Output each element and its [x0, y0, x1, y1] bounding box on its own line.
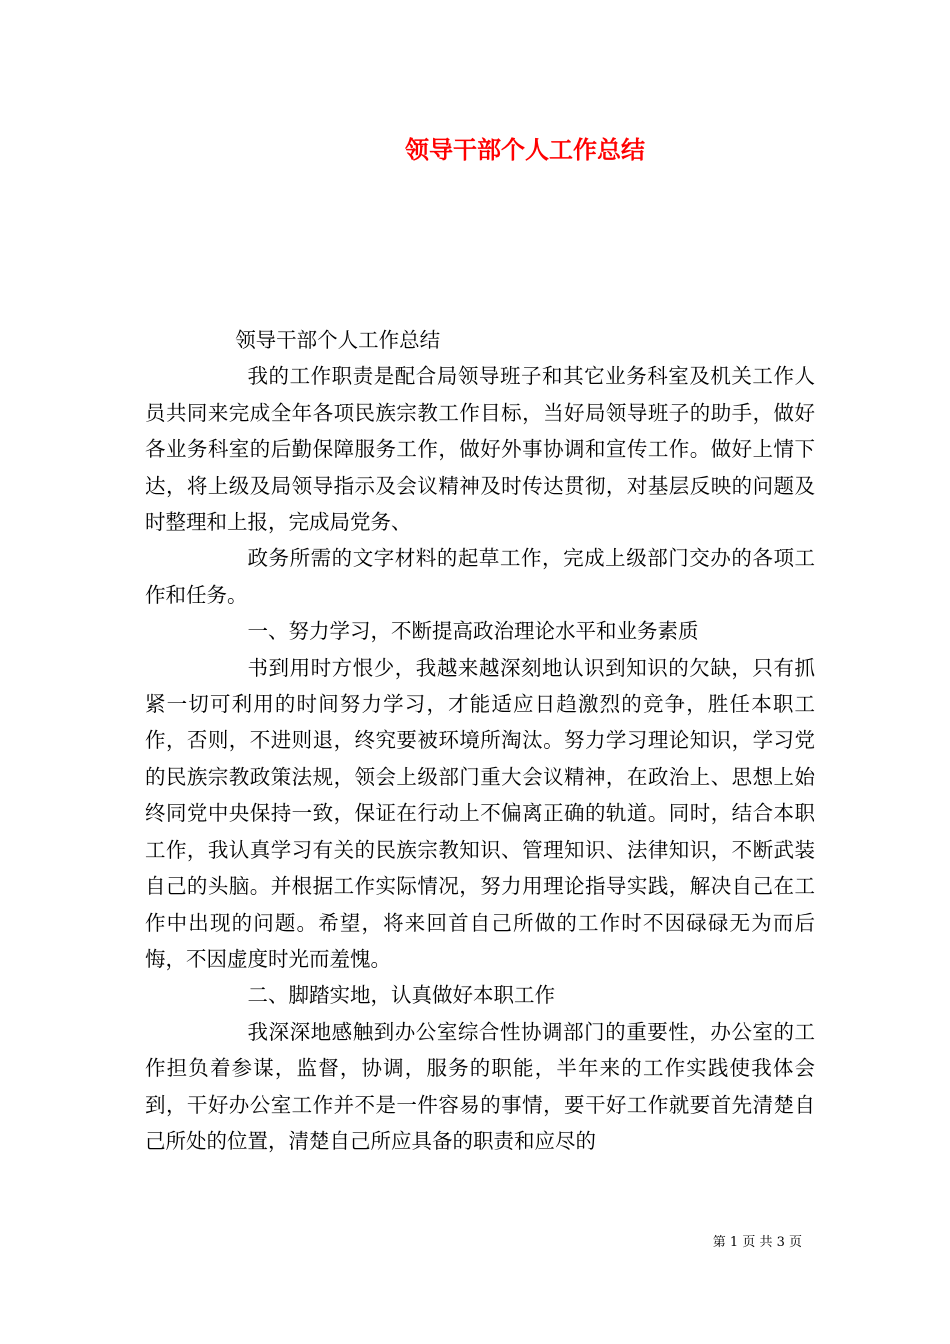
section-heading-work: 二、脚踏实地，认真做好本职工作 [247, 983, 555, 1008]
paragraph-work: 我深深地感触到办公室综合性协调部门的重要性，办公室的工作担负着参谋，监督，协调，服务的职能，半年来的工作实践使我体会到，干好办公室工作并不是一件容易的事情，要干好工作就要首先清楚自己所处的位置，清楚自己所应具备的职责和应尽的 [145, 1019, 815, 1153]
document-subtitle: 领导干部个人工作总结 [235, 328, 441, 352]
paragraph-duties-continued: 政务所需的文字材料的起草工作，完成上级部门交办的各项工作和任务。 [145, 546, 815, 607]
paragraph-study: 书到用时方恨少，我越来越深刻地认识到知识的欠缺，只有抓紧一切可利用的时间努力学习，才能适应日趋激烈的竞争，胜任本职工作，否则，不进则退，终究要被环境所淘汰。努力学习理论知识，学习党的民族宗教政策法规，领会上级部门重大会议精神，在政治上、思想上始终同党中央保持一致，保证在行动上不偏离正确的轨道。同时，结合本职工作，我认真学习有关的民族宗教知识、管理知识、法律知识，不断武装自己的头脑。并根据工作实际情况，努力用理论指导实践，解决自己在工作中出现的问题。希望，将来回首自己所做的工作时不因碌碌无为而后悔，不因虚度时光而羞愧。 [145, 655, 815, 971]
page-title: 领导干部个人工作总结 [405, 135, 645, 164]
section-heading-study: 一、努力学习，不断提高政治理论水平和业务素质 [247, 619, 699, 644]
paragraph-duties: 我的工作职责是配合局领导班子和其它业务科室及机关工作人员共同来完成全年各项民族宗教工作目标，当好局领导班子的助手，做好各业务科室的后勤保障服务工作，做好外事协调和宣传工作。做好上情下达，将上级及局领导指示及会议精神及时传达贯彻，对基层反映的问题及时整理和上报，完成局党务、 [145, 364, 815, 535]
document-body [145, 322, 815, 1159]
page-number: 第 1 页 共 3 页 [712, 1235, 802, 1250]
